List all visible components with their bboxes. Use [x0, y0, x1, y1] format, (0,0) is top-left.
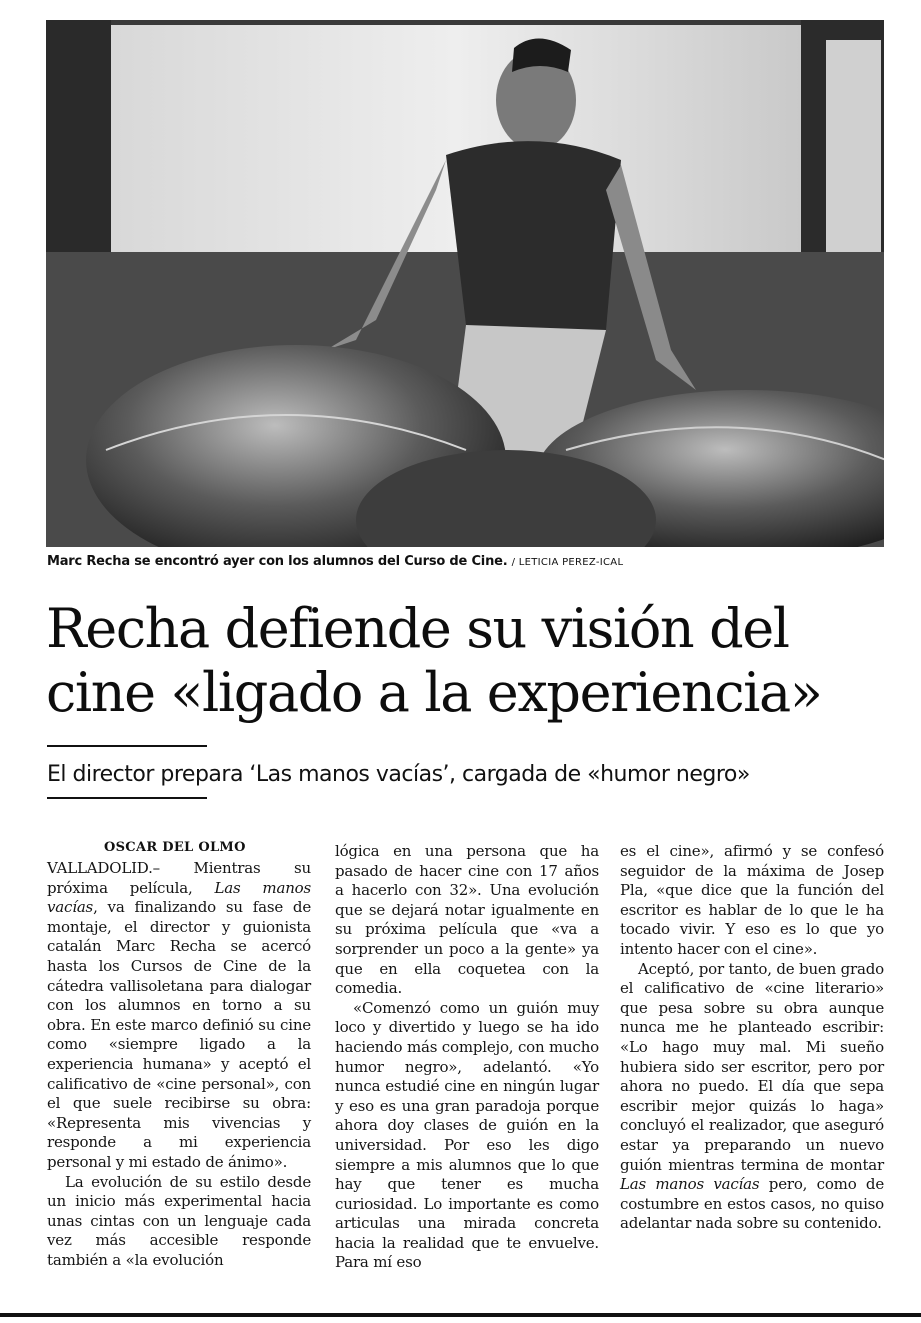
caption-text: Marc Recha se encontró ayer con los alumnos del Curso de Cine. [47, 554, 508, 569]
article-column-3 [620, 842, 884, 1234]
paragraph [47, 859, 311, 1173]
paragraph: es el cine», afirmó y se confesó seguidor de la máxima de Josep Pla, «que dice que la función del escritor es hablar de lo que le ha tocado vivir. Y eso es lo que yo intento hacer con el cine». [620, 842, 884, 958]
text-run: Aceptó, por tanto, de buen grado el calificativo de «cine literario» que pesa sobre su obra aunque nunca me he planteado escribir: «Lo hago muy mal. Mi sueño hubiera sido ser escritor, pero por ahora no puedo. El día que sepa escribir mejor quizás lo haga» concluyó el realizador, que aseguró estar ya preparando un nuevo guión mientras termina de montar [620, 959, 884, 1174]
paragraph: La evolución de su estilo desde un inicio más experimental hacia unas cintas con un lenguaje cada vez más accesible responde también a «la evolución [47, 1172, 311, 1269]
article-photo [46, 20, 884, 547]
paragraph: «Comenzó como un guión muy loco y divertido y luego se ha ido haciendo más complejo, con mucho humor negro», adelantó. «Yo nunca estudié cine en ningún lugar y eso es una gran paradoja porque ahora doy clases de guión en la universidad. Por eso les digo siempre a mis alumnos que lo que hay que tener es mucha curiosidad. Lo importante es como articulas una mirada concreta hacia la realidad que te envuelve. Para mí eso [335, 998, 599, 1272]
photo-credit: / LETICIA PEREZ-ICAL [511, 557, 624, 568]
subhead-bottom-rule [47, 797, 207, 799]
headline-line-1: Recha defiende su visión del [46, 597, 789, 660]
film-title: Las manos vacías [47, 878, 311, 917]
subhead-top-rule [47, 745, 207, 747]
text-run: pero, como de costumbre en estos casos, no quiso adelantar nada sobre su contenido. [620, 1175, 884, 1233]
article-column-1 [47, 859, 311, 1270]
photo-illustration [46, 20, 884, 547]
paragraph [620, 960, 884, 1234]
film-title: Las manos vacías [620, 1175, 760, 1194]
page-bottom-rule [0, 1313, 921, 1317]
text-run: Mientras su próxima película, [47, 859, 311, 897]
dateline: VALLADOLID.– [47, 859, 160, 877]
paragraph: lógica en una persona que ha pasado de hacer cine con 17 años a hacerlo con 32». Una evolución que se dejará notar igualmente en su próxima película que «va a sorprender un poco a la gente» ya que en ella coquetea con la comedia. [335, 842, 599, 998]
headline-line-2: cine «ligado a la experiencia» [46, 661, 822, 724]
headline [46, 597, 906, 725]
text-run: , va finalizando su fase de montaje, el director y guionista catalán Marc Recha se acercó hasta los Cursos de Cine de la cátedra vallisoletana para dialogar con los alumnos en torno a su obra. En este marco definió su cine como «siempre ligado a la experiencia humana» y aceptó el calificativo de «cine personal», con el que suele recibirse su obra: «Representa mis vivencias y responde a mi experiencia personal y mi estado de ánimo». [47, 898, 311, 1171]
subheadline: El director prepara ‘Las manos vacías’, cargada de «humor negro» [47, 762, 750, 787]
photo-caption [47, 553, 887, 573]
byline: OSCAR DEL OLMO [104, 840, 246, 855]
article-column-2 [335, 842, 599, 1273]
